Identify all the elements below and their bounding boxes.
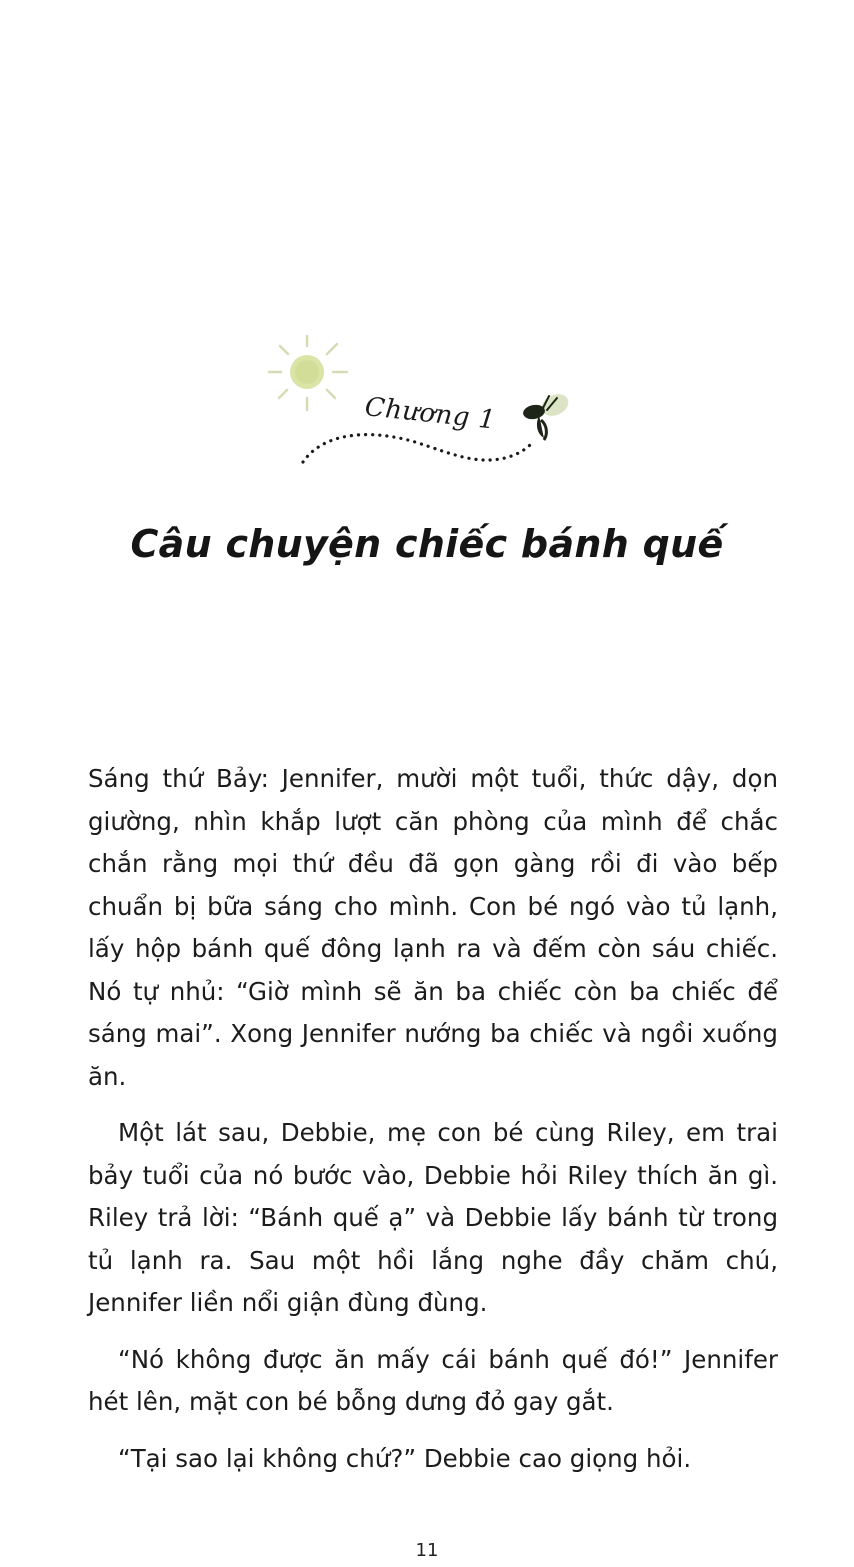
paragraph: “Nó không được ăn mấy cái bánh quế đó!” Jennifer hét lên, mặt con bé bỗng dưng đỏ gay gắt.: [88, 1344, 778, 1416]
paragraph: Một lát sau, Debbie, mẹ con bé cùng Riley, em trai bảy tuổi của nó bước vào, Debbie hỏi Riley thích ăn gì. Riley trả lời: “Bánh quế ạ” và Debbie lấy bánh từ trong tủ lạnh ra. Sau một hồi lắng nghe đầy chăm chú, Jennifer liền nổi giận đùng đùng.: [88, 1118, 778, 1317]
chapter-title: Câu chuyện chiếc bánh quế: [130, 522, 724, 566]
paragraph: “Tại sao lại không chứ?” Debbie cao giọng hỏi.: [118, 1443, 692, 1473]
chapter-label: Chương 1: [363, 392, 498, 436]
leaf-sprout-icon: [522, 390, 572, 440]
paragraph: Sáng thứ Bảy: Jennifer, mười một tuổi, thức dậy, dọn giường, nhìn khắp lượt căn phòng của mình để chắc chắn rằng mọi thứ đều đã gọn gàng rồi đi vào bếp chuẩn bị bữa sáng cho mình. Con bé ngó vào tủ lạnh, lấy hộp bánh quế đông lạnh ra và đếm còn sáu chiếc. Nó tự nhủ: “Giờ mình sẽ ăn ba chiếc còn ba chiếc để sáng mai”. Xong Jennifer nướng ba chiếc và ngồi xuống ăn.: [88, 764, 778, 1091]
chapter-body: [88, 758, 778, 1494]
page-number: 11: [415, 1540, 439, 1561]
sun-icon: [269, 336, 347, 410]
dotted-wave: [303, 435, 531, 462]
